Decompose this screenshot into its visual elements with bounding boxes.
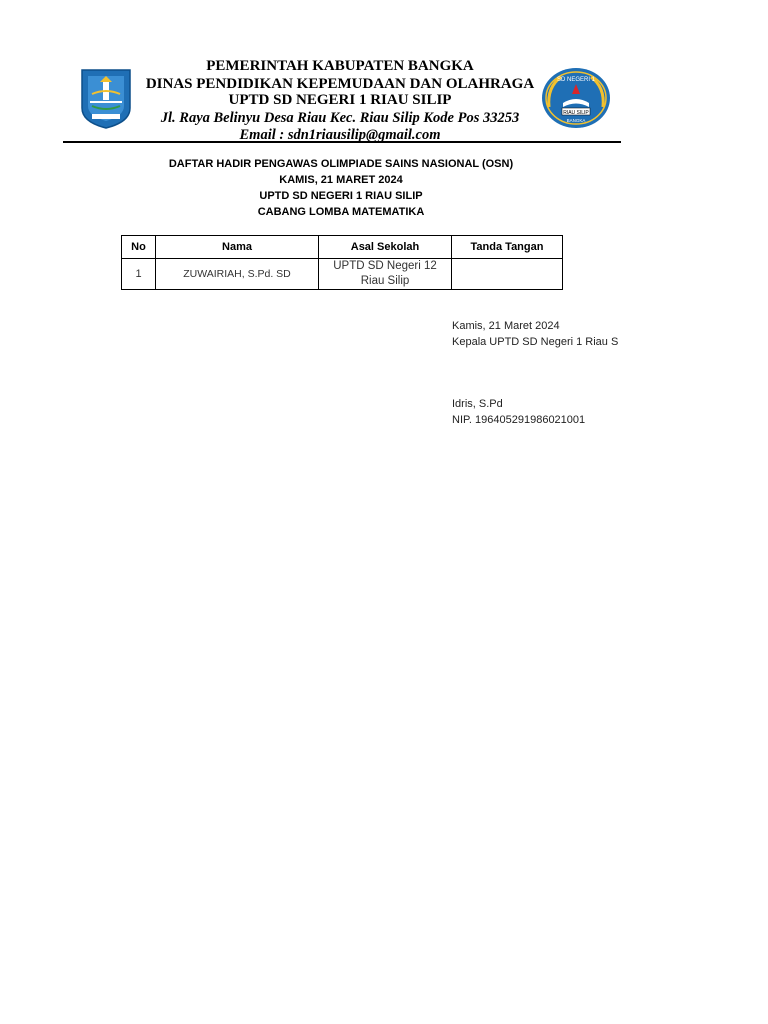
letterhead-divider <box>63 141 621 143</box>
school-name: UPTD SD NEGERI 1 RIAU SILIP <box>228 92 452 108</box>
signature-position: Kepala UPTD SD Negeri 1 Riau S <box>452 336 619 348</box>
table-row <box>122 259 563 290</box>
cell-tanda-tangan <box>452 259 563 290</box>
school-logo <box>541 67 611 129</box>
asal-line-2: Riau Silip <box>360 275 410 287</box>
cell-nama: ZUWAIRIAH, S.Pd. SD <box>156 259 319 290</box>
header-no: No <box>122 236 156 259</box>
school-logo-caption: SD NEGERI 1 <box>556 77 596 83</box>
title-line-4: CABANG LOMBA MATEMATIKA <box>257 206 425 218</box>
header-nama: Nama <box>156 236 319 259</box>
title-line-2: KAMIS, 21 MARET 2024 <box>279 174 403 186</box>
header-tanda-tangan: Tanda Tangan <box>452 236 563 259</box>
cell-no: 1 <box>122 259 156 290</box>
government-name: PEMERINTAH KABUPATEN BANGKA <box>206 58 474 74</box>
attendance-table <box>121 235 563 290</box>
header-asal-sekolah: Asal Sekolah <box>319 236 452 259</box>
kabupaten-bangka-logo <box>78 68 134 130</box>
title-line-1: DAFTAR HADIR PENGAWAS OLIMPIADE SAINS NASIONAL (OSN) <box>168 158 514 170</box>
letterhead <box>0 0 768 145</box>
signature-date: Kamis, 21 Maret 2024 <box>452 320 560 332</box>
table-header-row <box>122 236 563 259</box>
signature-name: Idris, S.Pd <box>452 398 503 410</box>
cell-asal-sekolah <box>319 259 452 290</box>
letterhead-text <box>140 57 540 143</box>
asal-line-1: UPTD SD Negeri 12 <box>333 260 437 272</box>
school-email: Email : sdn1riausilip@gmail.com <box>239 127 441 143</box>
document-title <box>140 156 542 220</box>
school-logo-band-text: RIAU SILIP <box>563 110 589 116</box>
school-logo-region: BANGKA <box>566 118 586 123</box>
title-line-3: UPTD SD NEGERI 1 RIAU SILIP <box>259 190 423 202</box>
school-address: Jl. Raya Belinyu Desa Riau Kec. Riau Silip Kode Pos 33253 <box>160 110 520 126</box>
signature-nip: NIP. 196405291986021001 <box>452 414 586 426</box>
department-name: DINAS PENDIDIKAN KEPEMUDAAN DAN OLAHRAGA <box>145 76 535 92</box>
